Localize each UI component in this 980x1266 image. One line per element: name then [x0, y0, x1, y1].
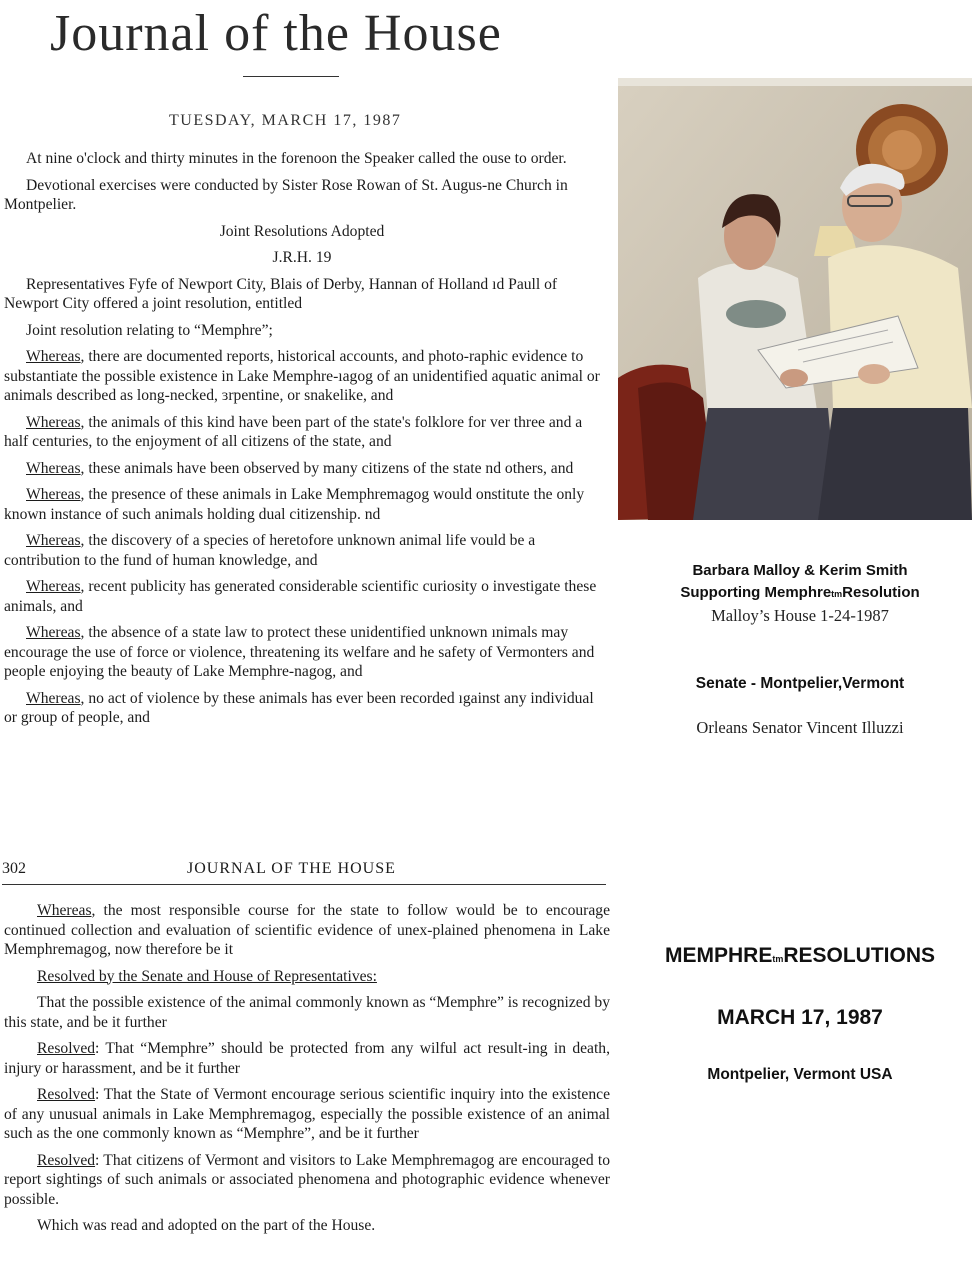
resolved-clause — [4, 1151, 610, 1210]
resolved-by-heading: Resolved by the Senate and House of Representatives: — [37, 967, 377, 985]
heading-joint-resolutions: Joint Resolutions Adopted — [219, 222, 385, 240]
page-running-head: JOURNAL OF THE HOUSE — [187, 860, 396, 877]
paragraph-recognized: That the possible existence of the animal commonly known as “Memphre” is recognized by this state, and be it further — [4, 994, 610, 1031]
whereas-clause — [4, 459, 600, 479]
whereas-label: Whereas — [26, 459, 81, 477]
resolutions-title-pre: MEMPHRE — [664, 944, 773, 967]
photo-caption — [640, 560, 960, 627]
whereas-clause — [4, 531, 600, 570]
caption-supporting-post: Resolution — [842, 584, 920, 601]
whereas-text: , the discovery of a species of heretofore unknown animal life vould be a contribution to the fund of human knowledge, and — [4, 532, 536, 569]
whereas-text: , the most responsible course for the state to follow would be to encourage continued collection and evaluation of scientific evidence of unex-plained phenomena in Lake Memphremagog, now therefore be it — [4, 902, 610, 958]
whereas-label: Whereas — [26, 348, 81, 365]
journal-page-1-text — [4, 149, 600, 735]
journal-date: TUESDAY, MARCH 17, 1987 — [169, 112, 402, 129]
resolutions-tm: tm — [772, 954, 784, 964]
caption-house: Malloy’s House 1-24-1987 — [711, 606, 889, 625]
whereas-clause — [4, 623, 600, 682]
photo-illustration — [618, 78, 972, 520]
whereas-label: Whereas — [26, 689, 81, 707]
resolved-text: : That the State of Vermont encourage serious scientific inquiry into the existence of any unusual animals in Lake Memphremagog, especially the possible existence of an animal such as the one commonly known as “Memphre”, and be it further — [4, 1086, 610, 1142]
whereas-label: Whereas — [26, 413, 81, 431]
whereas-text: , the presence of these animals in Lake Memphremagog would onstitute the only known instance of such animals holding dual citizenship. nd — [4, 486, 585, 523]
page-number: 302 — [2, 860, 26, 877]
resolved-label: Resolved — [37, 1151, 96, 1169]
whereas-clause — [4, 577, 600, 616]
caption-senate: Senate - Montpelier,Vermont — [695, 675, 905, 692]
whereas-label: Whereas — [26, 624, 81, 641]
page-header-rule — [2, 884, 606, 885]
whereas-label: Whereas — [26, 578, 81, 595]
whereas-clause-final — [4, 901, 610, 960]
resolved-text: : That citizens of Vermont and visitors to Lake Memphremagog are encouraged to report sightings of such animals or associated phenomena and photographic evidence whenever possible. — [4, 1151, 610, 1208]
caption-supporting-pre: Supporting Memphre — [680, 584, 832, 601]
whereas-text: , no act of violence by these animals has ever been recorded ıgainst any individual or group of people, and — [4, 689, 594, 726]
photo-malloy-smith — [618, 78, 972, 520]
heading-jrh-19: J.R.H. 19 — [272, 249, 332, 266]
caption-tm: tm — [831, 589, 843, 599]
whereas-text: , the animals of this kind have been part of the state's folklore for ver three and a half centuries, to the enjoyment of all citizens of the state, and — [4, 413, 583, 450]
paragraph-representatives: Representatives Fyfe of Newport City, Blais of Derby, Hannan of Holland ıd Paull of Newport City offered a joint resolution, entitled — [4, 275, 558, 312]
resolved-clause — [4, 1039, 610, 1078]
paragraph-devotional: Devotional exercises were conducted by Sister Rose Rowan of St. Augus-ne Church in Montpelier. — [4, 176, 568, 213]
paragraph-joint-resolution-title: Joint resolution relating to “Memphre”; — [26, 321, 273, 339]
masthead-rule — [243, 76, 339, 77]
whereas-clause — [4, 689, 600, 728]
whereas-clause — [4, 413, 600, 452]
journal-page-2-text — [4, 901, 610, 1243]
page-header-bar — [2, 858, 606, 886]
caption-supporting — [640, 582, 960, 605]
whereas-text: , the absence of a state law to protect these unidentified unknown ınimals may encourage the use of force or violence, threatening its welfare and he safety of Vermonters and people enjoying the beauty of Lake Memphre-nagog, and — [4, 624, 595, 680]
whereas-label: Whereas — [37, 902, 92, 919]
paragraph-adopted: Which was read and adopted on the part of the House. — [37, 1217, 376, 1234]
masthead-title: Journal of the House — [50, 5, 502, 62]
whereas-text: , these animals have been observed by many citizens of the state nd others, and — [80, 459, 574, 477]
whereas-label: Whereas — [26, 486, 81, 503]
resolved-clause — [4, 1085, 610, 1144]
caption-senator: Orleans Senator Vincent Illuzzi — [696, 718, 904, 737]
whereas-clause — [4, 347, 600, 406]
resolutions-title-post: RESOLUTIONS — [783, 944, 936, 967]
whereas-text: , recent publicity has generated considerable scientific curiosity o investigate these animals, and — [4, 578, 597, 615]
caption-names: Barbara Malloy & Kerim Smith — [692, 562, 908, 579]
paragraph-opening: At nine o'clock and thirty minutes in the forenoon the Speaker called the ouse to order. — [26, 150, 567, 167]
resolutions-date: MARCH 17, 1987 — [717, 1006, 883, 1029]
whereas-text: , there are documented reports, historical accounts, and photo-raphic evidence to substantiate the possible existence in Lake Memphre-ıagog of an unidentified aquatic animal or animals described as long-necked, ɜrpentine, or snakelike, and — [4, 348, 600, 404]
resolved-label: Resolved — [37, 1040, 96, 1057]
resolved-label: Resolved — [37, 1086, 96, 1103]
resolutions-place: Montpelier, Vermont USA — [707, 1066, 893, 1083]
whereas-clause — [4, 485, 600, 524]
resolved-text: : That “Memphre” should be protected from any wilful act result-ing in death, injury or harassment, and be it further — [4, 1040, 610, 1077]
whereas-label: Whereas — [26, 532, 81, 549]
resolutions-title — [640, 944, 960, 970]
